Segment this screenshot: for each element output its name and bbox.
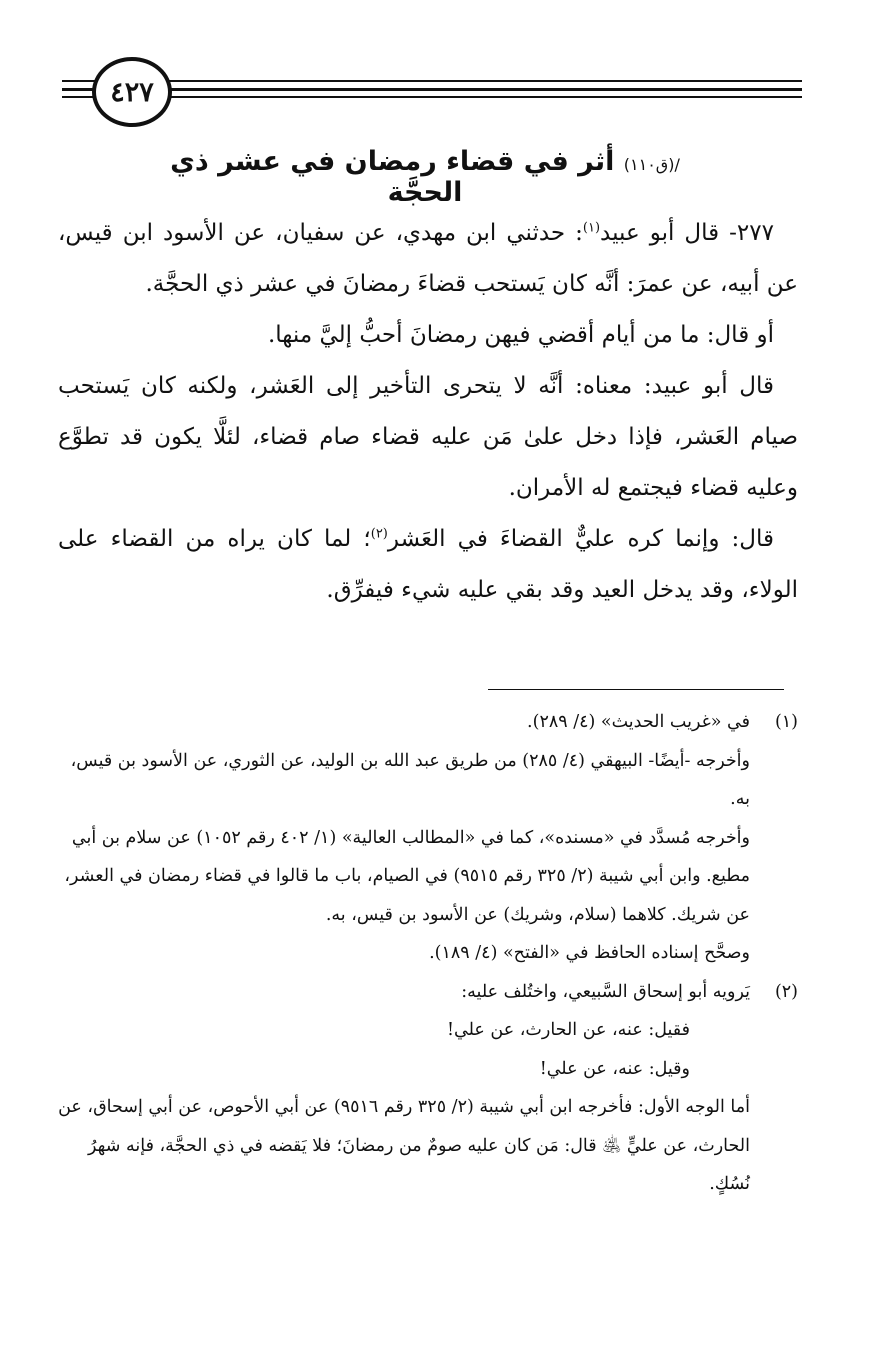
paragraph-ali: [58, 514, 798, 616]
footnote-number: (١): [774, 712, 798, 732]
header-rule-bottom: [62, 96, 802, 98]
footnote-line: في «غريب الحديث» (٤/ ٢٨٩).: [527, 712, 750, 732]
section-title: [140, 146, 710, 208]
paragraph-text: ؛ لما كان يراه من القضاء على الولاء، وقد يدخل العيد وقد بقي عليه شيء فيفرِّق.: [58, 526, 798, 603]
page-number: ٤٢٧: [110, 76, 154, 108]
paragraph-alt-saying: أو قال: ما من أيام أقضي فيهن رمضانَ أحبُّ إليَّ منها.: [267, 322, 774, 348]
footnote-ref-2: (٢): [370, 526, 388, 542]
footnote-line: وأخرجه -أيضًا- البيهقي (٤/ ٢٨٥) من طريق عبد الله بن الوليد، عن الثوري، عن الأسود بن قيس، به.: [70, 750, 750, 809]
section-title-text: أثر في قضاء رمضان في عشر ذي الحجَّة: [170, 146, 615, 208]
footnote-2: [58, 973, 798, 1204]
paragraph-277: [58, 208, 798, 310]
main-text: [58, 208, 798, 616]
footnote-line: وأخرجه مُسدَّد في «مسنده»، كما في «المطالب العالية» (١/ ٤٠٢ رقم ١٠٥٢) عن سلام بن أبي مطيع. وابن أبي شيبة (٢/ ٣٢٥ رقم ٩٥١٥) في الصيام، باب ما قالوا في قضاء رمضان في العشر، عن شريك. كلاهما (سلام، وشريك) عن الأسود بن قيس، به.: [64, 827, 750, 925]
footnotes: [58, 703, 798, 1204]
paragraph-text: ٢٧٧- قال أبو عبيد: [600, 220, 774, 246]
footnote-1: [58, 703, 798, 973]
paragraph-text: قال: وإنما كره عليٌّ القضاءَ في العَشر: [387, 526, 774, 552]
footnote-separator: [488, 689, 784, 690]
header-rule-top: [62, 80, 802, 82]
paragraph-text: : حدثني ابن مهدي، عن سفيان، عن الأسود ابن قيس، عن أبيه، عن عمرَ: أنَّه كان يَستحب قضاءَ رمضانَ في عشر ذي الحجَّة.: [58, 220, 798, 297]
footnote-number: (٢): [774, 981, 798, 1002]
page-number-badge: [92, 57, 172, 127]
footnote-line: وقيل: عنه، عن علي!: [539, 1058, 690, 1079]
footnote-line: أما الوجه الأول: فأخرجه ابن أبي شيبة (٢/ ٣٢٥ رقم ٩٥١٦) عن أبي الأحوص، عن أبي إسحاق، عن الحارث، عن عليٍّ ﵁ قال: مَن كان عليه صومٌ من رمضانَ؛ فلا يَقضه في ذي الحجَّة، فإنه شهرُ نُسُكٍ.: [58, 1097, 750, 1194]
footnote-line: فقيل: عنه، عن الحارث، عن علي!: [447, 1020, 690, 1040]
paragraph-explanation: قال أبو عبيد: معناه: أنَّه لا يتحرى التأخير إلى العَشر، ولكنه كان يَستحب صيام العَشر، فإذا دخل علىٰ مَن عليه قضاء صام قضاء، لئلَّا يكون قد تطوَّع وعليه قضاء فيجتمع له الأمران.: [58, 373, 798, 501]
footnote-line: يَرويه أبو إسحاق السَّبيعي، واختُلف عليه:: [461, 981, 750, 1002]
footnote-line: وصحَّح إسناده الحافظ في «الفتح» (٤/ ١٨٩).: [429, 943, 750, 963]
header-rule-middle: [62, 88, 802, 91]
footnote-ref-1: (١): [582, 220, 601, 236]
manuscript-marker: /(ق١١٠): [623, 155, 680, 174]
